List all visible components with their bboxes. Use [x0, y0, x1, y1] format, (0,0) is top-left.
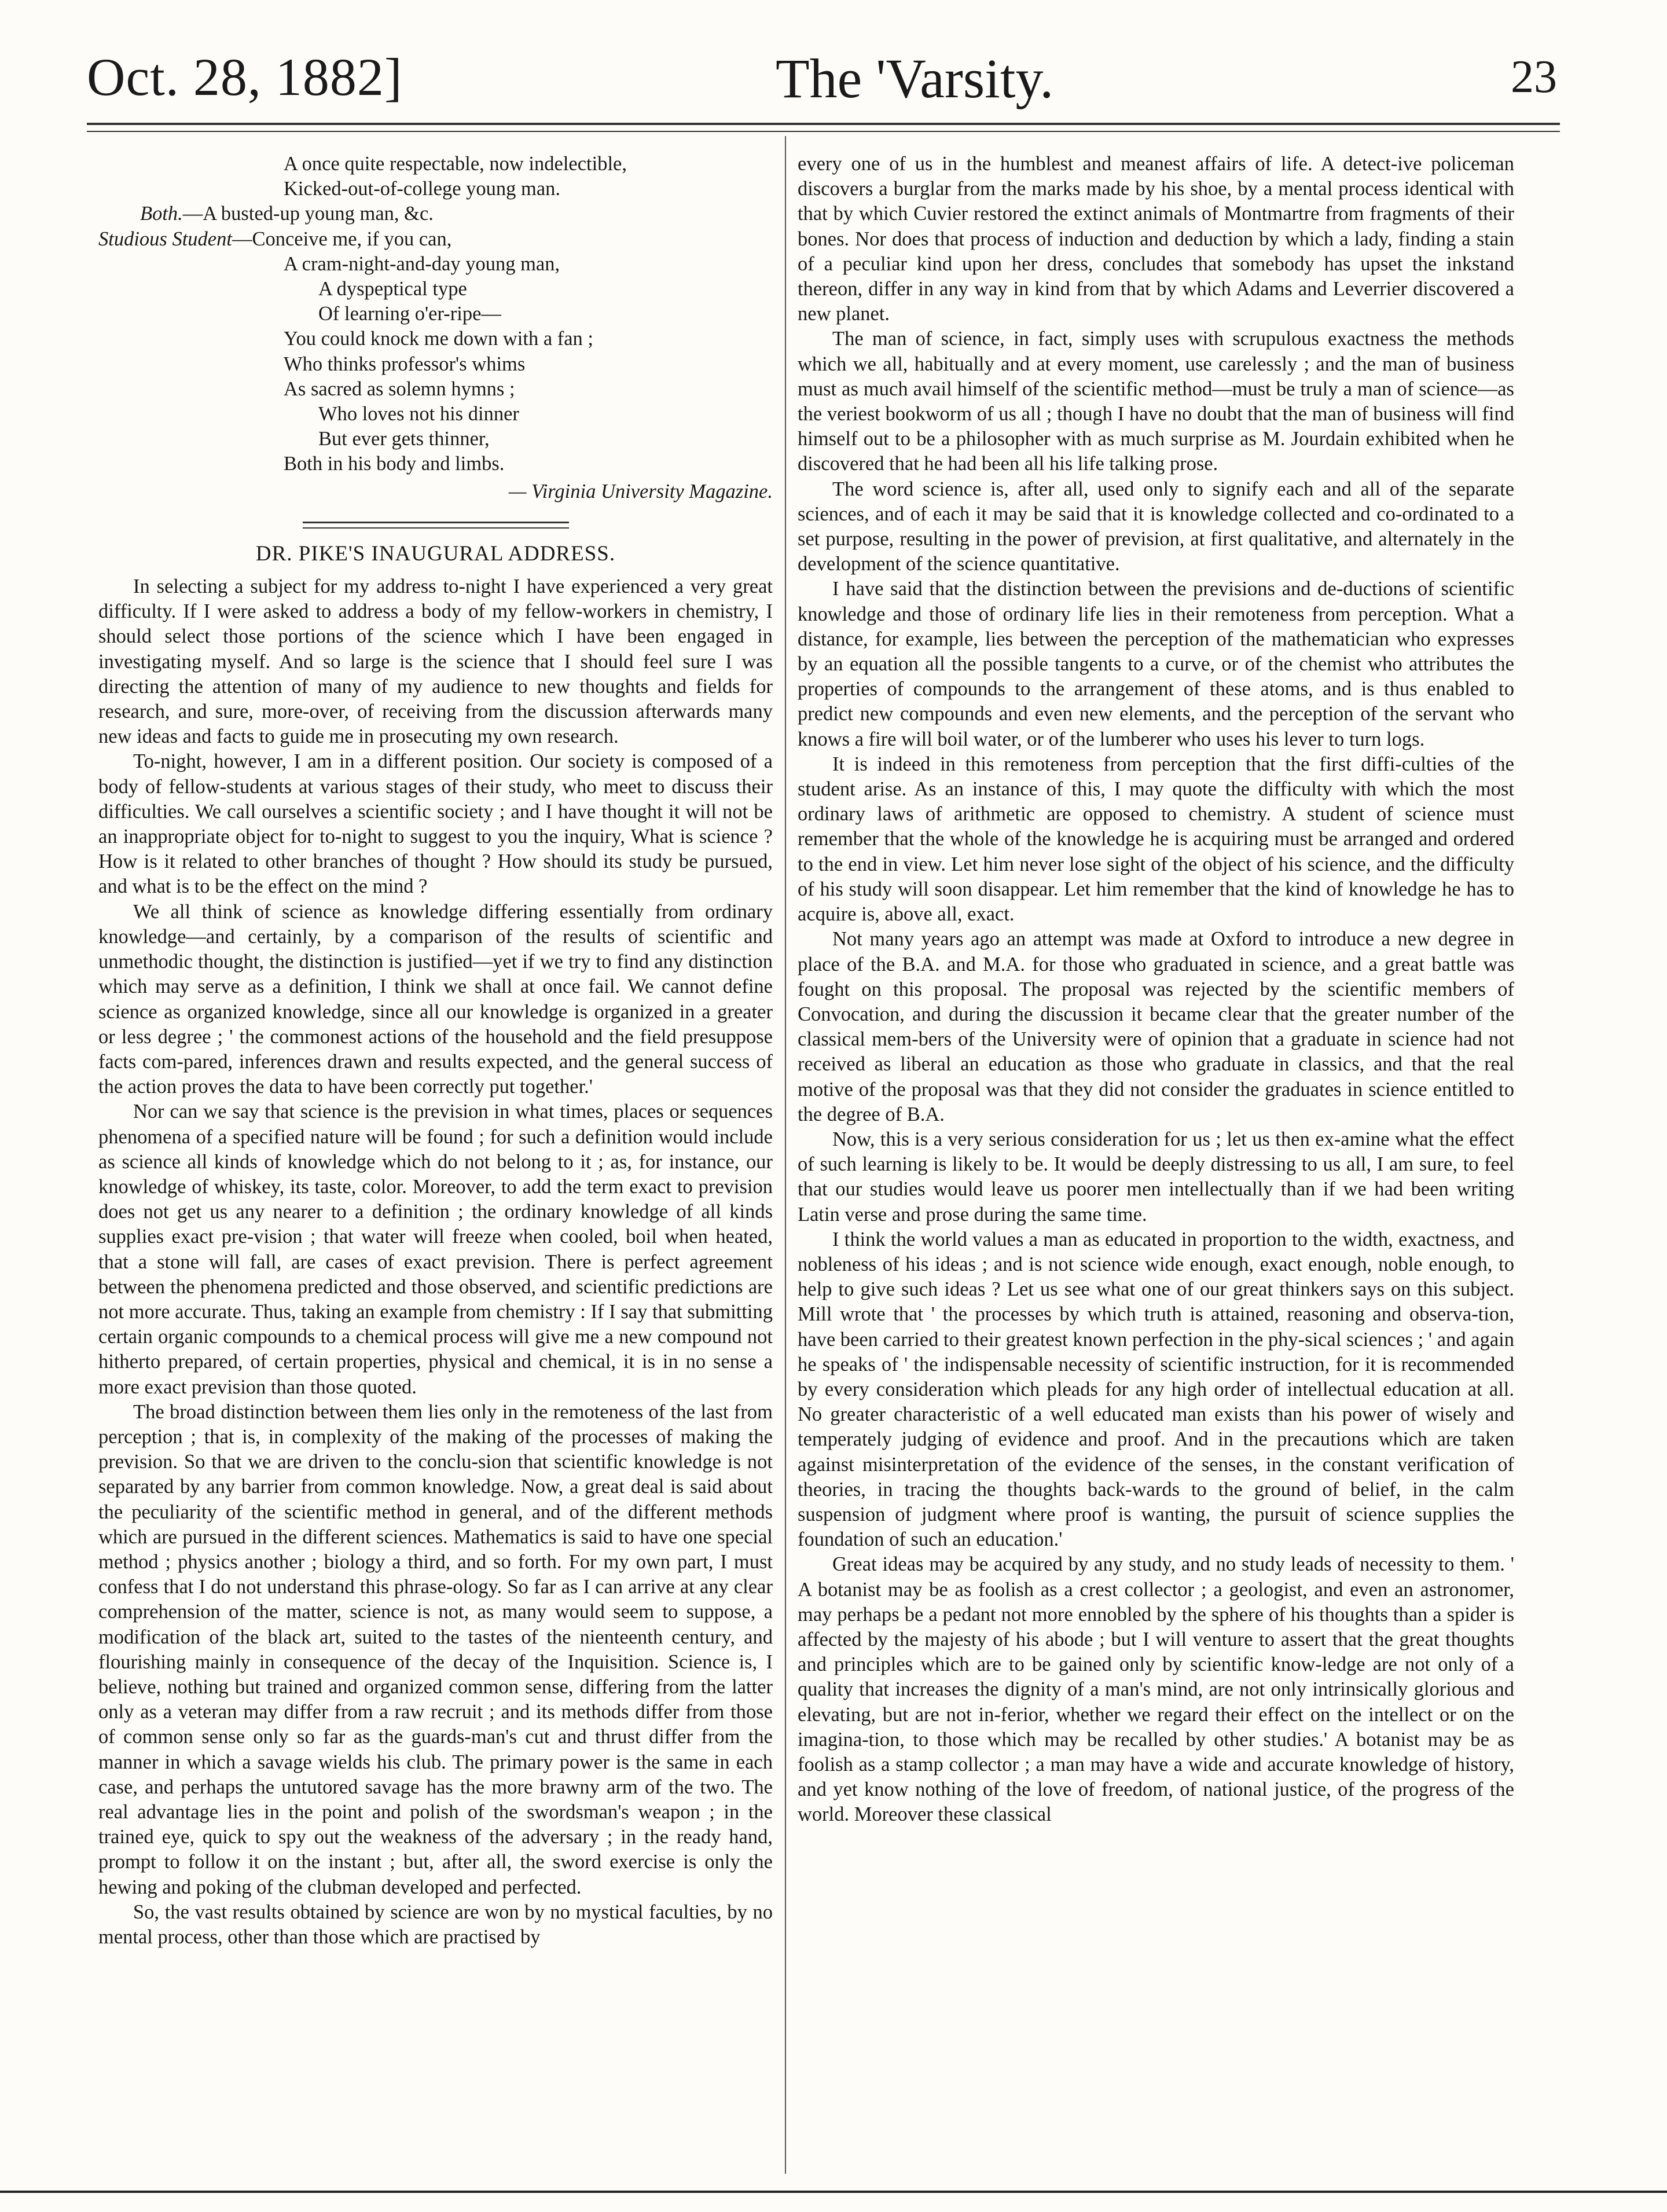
article-paragraph: Now, this is a very serious consideration for us ; let us then ex-amine what the effect of such learning is likely to be. It would be deeply distressing to us all, I am sure, to feel that our studies would leave us poorer men intellectually than if we had been writing Latin verse and prose during the same time.: [798, 1128, 1514, 1226]
poem-line-text: But ever gets thinner,: [318, 428, 490, 450]
poem-line: [98, 252, 773, 277]
poem-line: [98, 452, 773, 476]
column-divider: [785, 136, 786, 2174]
poem-line: [98, 227, 773, 252]
article-paragraph: Not many years ago an attempt was made at Oxford to introduce a new degree in place of the B.A. and M.A. for those who graduated in science, and a great battle was fought on this proposal. The proposal was rejected by the scientific members of Convocation, and during the discussion it became clear that the greater number of the classical mem-bers of the University were of opinion that a graduate in science had not received as liberal an education as those who graduate in classics, and that the real motive of the proposal was that they did not consider the graduates in science entitled to the degree of B.A.: [798, 928, 1514, 1125]
article-paragraph: I have said that the distinction between the previsions and de-ductions of scientific knowledge and those of ordinary life lies in their remoteness from perception. What a distance, for example, lies between the perception of the mathematician who expresses by an equation all the possible tangents to a curve, or of the chemist who attributes the properties of compounds to the arrangement of these atoms, and is thus enabled to predict new compounds and even new elements, and the perception of the servant who knows a fire will boil water, or of the lumberer who uses his lever to turn logs.: [798, 578, 1514, 750]
article-paragraph: In selecting a subject for my address to-night I have experienced a very great difficulty. If I were asked to address a body of my fellow-workers in chemistry, I should select those portions of the science which I have been engaged in investigating myself. And so large is the science that I should feel sure I was directing the attention of many of my audience to new thoughts and fields for research, and sure, more-over, of receiving from the discussion afterwards many new ideas and facts to guide me in prosecuting my own research.: [98, 575, 773, 748]
poem-line-text: Of learning o'er-ripe—: [318, 303, 501, 325]
article-paragraph: We all think of science as knowledge differing essentially from ordinary knowledge—and certainly, by a comparison of the results of scientific and unmethodic thought, the distinction is justified—yet if we try to find any distinction which may serve as a definition, I think we shall at once fail. We cannot define science as organized knowledge, since all our knowledge is organized in a greater or less degree ; ' the commonest actions of the household and the field presuppose facts com-pared, inferences drawn and results expected, and the general success of the action proves the data to have been correctly put together.': [98, 900, 773, 1098]
article-paragraph: Great ideas may be acquired by any study, and no study leads of necessity to them. ' A botanist may be as foolish as a crest collector ; a geologist, and even an astronomer, may perhaps be a pedant not more ennobled by the sphere of his thoughts than a spider is affected by the majesty of his abode ; but I will venture to assert that the great thoughts and principles which are to be gained only by scientific know-ledge are not only of a quality that increases the dignity of a man's mind, are not only intrinsically glorious and elevating, but are not in-ferior, whether we regard their effect on the intellect or on the imagina-tion, to those which may be recalled by other studies.' A botanist may be as foolish as a stamp collector ; a man may have a wide and accurate knowledge of history, and yet know nothing of the love of freedom, of national justice, of the progress of the world. Moreover these classical: [798, 1553, 1514, 1826]
poem-line: [98, 277, 773, 302]
article-paragraph: I think the world values a man as educated in proportion to the width, exactness, and nobleness of his ideas ; and is not science wide enough, exact enough, noble enough, to help to give such ideas ? Let us see what one of our great thinkers says on this subject. Mill wrote that ' the processes by which truth is attained, reasoning and observa-tion, have been carried to their greatest known perfection in the phy-sical sciences ; ' and again he speaks of ' the indispensable necessity of scientific instruction, for it is recommended by every consideration which pleads for any high order of intellectual education at all. No greater characteristic of a well educated man exists than his power of wisely and temperately judging of evidence and proof. And in the precautions which are taken against misinterpretation of the evidence of the senses, in the constant verification of theories, in tracing the thoughts back-wards to the ground of belief, in the calm suspension of judgment where proof is wanting, the pursuit of science supplies the foundation of such an education.': [798, 1228, 1514, 1551]
article-paragraph: The word science is, after all, used only to signify each and all of the separate sciences, and of each it may be said that it is knowledge collected and co-ordinated to a set purpose, resulting in the power of prevision, at first qualitative, and alternately in the development of the science quantitative.: [798, 478, 1514, 575]
poem-line-text: Kicked-out-of-college young man.: [284, 178, 561, 200]
page-header: [87, 46, 1557, 122]
poem-line-text: Who loves not his dinner: [318, 403, 519, 425]
poem-line: [98, 402, 773, 427]
left-article-body: [98, 574, 773, 1950]
page-number: 23: [1511, 52, 1557, 102]
right-column: [798, 152, 1514, 1828]
poem-line-text: Who thinks professor's whims: [284, 353, 526, 375]
poem-line: [98, 427, 773, 452]
masthead-title: The 'Varsity.: [776, 47, 1054, 109]
article-paragraph: The broad distinction between them lies only in the remoteness of the last from perception ; that is, in complexity of the making of the processes of making the prevision. So that we are driven to the conclu-sion that scientific knowledge is not separated by any barrier from common knowledge. Now, a great deal is said about the peculiarity of the scientific method in general, and of the different methods which are pursued in the different sciences. Mathematics is said to have one special method ; physics another ; biology a third, and so forth. For my own part, I must confess that I do not understand this phrase-ology. So far as I can arrive at any clear comprehension of the matter, science is not, as many would seem to suppose, a modification of the black art, suited to the tastes of the nienteenth century, and flourishing mainly in consequence of the decay of the Inquisition. Science is, I believe, nothing but trained and organized common sense, differing from the latter only as a veteran may differ from a raw recruit ; and its methods differ from those of common sense only so far as the guards-man's cut and thrust differ from the manner in which a savage wields his club. The primary power is the same in each case, and perhaps the untutored savage has the more brawny arm of the two. The real advantage lies in the point and polish of the swordsman's weapon ; in the trained eye, quick to spy out the weakness of the adversary ; in the ready hand, prompt to follow it on the instant ; but, after all, the sword exercise is only the hewing and poking of the clubman developed and perfected.: [98, 1400, 773, 1898]
article-paragraph: So, the vast results obtained by science are won by no mystical faculties, by no mental process, other than those which are practised by: [98, 1901, 773, 1949]
poem-line: [98, 177, 773, 201]
poem-attribution: — Virginia University Magazine.: [508, 480, 773, 502]
article-paragraph: every one of us in the humblest and meanest affairs of life. A detect-ive policeman discovers a burglar from the marks made by his shoe, by a mental process identical with that by which Cuvier restored the extinct animals of Montmartre from fragments of their bones. Nor does that process of induction and deduction by which a lady, finding a stain of a peculiar kind upon her dress, concludes that somebody has upset the inkstand thereon, differ in any way in kind from that by which Adams and Leverrier discovered a new planet.: [798, 153, 1514, 325]
article-paragraph: Nor can we say that science is the prevision in what times, places or sequences phenomena of a specified nature will be found ; for such a definition would include as science all kinds of knowledge which do not belong to it ; as, for instance, our knowledge of whiskey, its taste, color. Moreover, to add the term exact to prevision does not get us any nearer to a definition ; the ordinary knowledge of all kinds supplies exact pre-vision ; that water will freeze when cooled, boil when heated, that a stone will fall, are cases of exact prevision. There is perfect agreement between the phenomena predicted and those observed, and scientific predictions are not more accurate. Thus, taking an example from chemistry : If I say that submitting certain organic compounds to a chemical process will give me a new compound not hitherto prepared, of certain properties, physical and chemical, it is in no sense a more exact prevision than those quoted.: [98, 1101, 773, 1398]
poem-line: [98, 352, 773, 377]
poem-line-text: A once quite respectable, now indelectible,: [284, 153, 627, 175]
article-paragraph: The man of science, in fact, simply uses with scrupulous exactness the methods which we all, habitually and at every moment, use carelessly ; and the man of business must as much avail himself of the scientific method—must be truly a man of science—as the veriest bookworm of us all ; though I have no doubt that the man of business will find himself out to be a philosopher with as much surprise as M. Jourdain exhibited when he discovered that he had been all his life talking prose.: [798, 328, 1514, 475]
section-divider: [303, 522, 569, 529]
left-column: [98, 152, 773, 1950]
poem-line: [98, 152, 773, 177]
poem-line-text: As sacred as solemn hymns ;: [284, 377, 515, 400]
poem-line: [98, 201, 773, 226]
poem-line-text: —Conceive me, if you can,: [232, 228, 452, 250]
article-title: DR. PIKE'S INAUGURAL ADDRESS.: [255, 541, 616, 566]
poem-line: [98, 327, 773, 351]
article-paragraph: It is indeed in this remoteness from perception that the first diffi-culties of the student arise. As an instance of this, I may quote the difficulty with which the most ordinary laws of arithmetic are opposed to chemistry. A student of science must remember that the whole of the knowledge he is acquiring must be arranged and ordered to the end in view. Let him never lose sight of the object of his science, and the difficulty of his study will soon disappear. Let him remember that the kind of knowledge he has to acquire is, above all, exact.: [798, 753, 1514, 926]
poem-line-text: You could knock me down with a fan ;: [284, 328, 594, 350]
header-rule: [87, 123, 1560, 132]
poem-speaker: Studious Student: [98, 228, 232, 250]
poem-line: [98, 377, 773, 402]
poem-line-text: A cram-night-and-day young man,: [284, 252, 560, 275]
poem-line: [98, 302, 773, 327]
poem: [98, 152, 773, 477]
poem-speaker: Both.: [140, 203, 183, 225]
poem-line-text: Both in his body and limbs.: [284, 453, 505, 475]
right-article-body: [798, 152, 1514, 1828]
bottom-rule: [0, 2191, 1667, 2193]
poem-line-text: A dyspeptical type: [318, 278, 467, 300]
issue-date: Oct. 28, 1882]: [87, 47, 403, 107]
poem-line-text: —A busted-up young man, &c.: [182, 203, 434, 225]
article-paragraph: To-night, however, I am in a different position. Our society is composed of a body of fellow-students at various stages of their study, who meet to discuss their difficulties. We call ourselves a scientific society ; and I have thought it will not be an inappropriate object for to-night to suggest to you the inquiry, What is science ? How is it related to other branches of thought ? How should its study be pursued, and what is to be the effect on the mind ?: [98, 750, 773, 898]
